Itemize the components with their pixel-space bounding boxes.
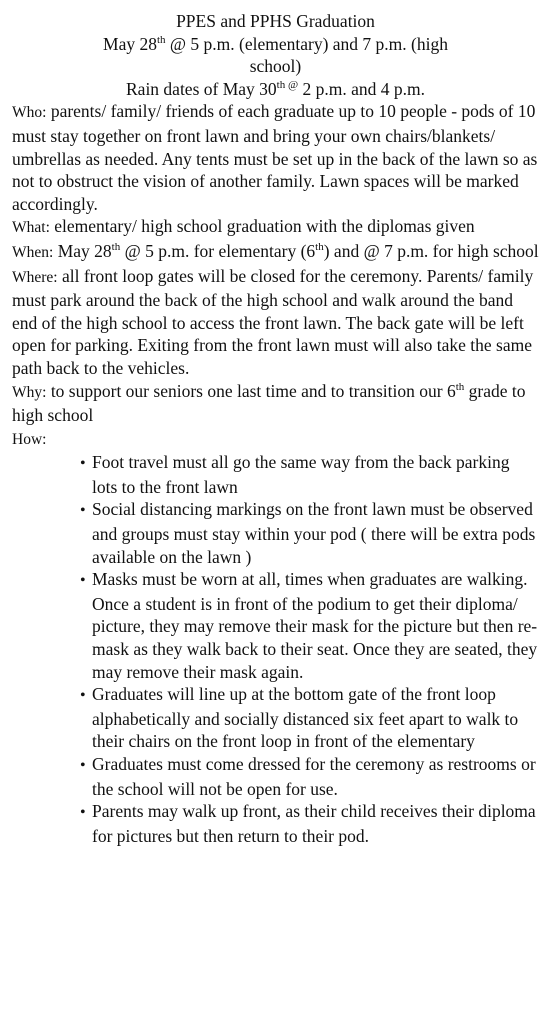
- where-section: [12, 265, 539, 380]
- where-label: Where:: [12, 268, 58, 286]
- when-section: [12, 240, 539, 265]
- list-item: [80, 753, 539, 800]
- event-date-line-2: school): [249, 56, 302, 77]
- when-text-2: @ 5 p.m. for elementary (6: [120, 240, 316, 261]
- event-date-prefix: May 28: [103, 33, 157, 54]
- when-ordinal-2: th: [315, 240, 324, 253]
- why-section: [12, 380, 539, 427]
- event-date-suffix: @ 5 p.m. (elementary) and 7 p.m. (high: [165, 33, 448, 54]
- what-section: [12, 215, 539, 240]
- list-item: [80, 683, 539, 753]
- how-label: How:: [12, 430, 47, 448]
- list-item: [80, 568, 539, 683]
- list-item-text: Parents may walk up front, as their child receives their diploma for pictures but then return to their pod.: [92, 801, 536, 846]
- page-title: PPES and PPHS Graduation: [176, 11, 375, 31]
- what-text: elementary/ high school graduation with the diplomas given: [49, 216, 475, 237]
- why-label: Why:: [12, 383, 47, 401]
- what-label: What:: [12, 219, 50, 237]
- bullet-icon: •: [80, 502, 86, 520]
- where-text: all front loop gates will be closed for the ceremony. Parents/ family must park around the back of the high school and walk around the band end of the high school to access the front lawn. The back gate will be left open for parking. Exiting from the front lawn must will also take the same path back to the vehicles.: [12, 265, 534, 378]
- how-list: [12, 451, 539, 847]
- bullet-icon: •: [80, 804, 86, 822]
- event-date-line: [12, 33, 539, 56]
- who-label: Who:: [12, 104, 47, 122]
- list-item-text: Graduates must come dressed for the ceremony as restrooms or the school will not be open for use.: [92, 754, 536, 799]
- rain-date-suffix: 2 p.m. and 4 p.m.: [298, 78, 425, 99]
- list-item: [80, 498, 539, 568]
- list-item: [80, 800, 539, 847]
- event-date-ordinal: th: [156, 33, 166, 46]
- list-item-text: Masks must be worn at all, times when graduates are walking. Once a student is in front of the podium to get their diploma/ picture, they may remove their mask for the picture but then re-mask as they walk back to their seat. Once they are seated, they may remove their mask again.: [92, 569, 538, 682]
- who-text: parents/ family/ friends of each graduate up to 10 people - pods of 10 must stay together on front lawn and bring your own chairs/blankets/ umbrellas as needed. Any tents must be set up in the back of the lawn so as not to obstruct the vision of another family. Lawn spaces will be marked accordingly.: [12, 101, 538, 214]
- rain-date-ordinal: th @: [276, 78, 299, 91]
- when-label: When:: [12, 243, 54, 261]
- how-section: [12, 427, 539, 452]
- why-text-1: to support our seniors one last time and to transition our 6: [46, 380, 456, 401]
- list-item-text: Graduates will line up at the bottom gate of the front loop alphabetically and socially distanced six feet apart to walk to their chairs on the front loop in front of the elementary: [92, 684, 519, 752]
- bullet-icon: •: [80, 455, 86, 473]
- bullet-icon: •: [80, 687, 86, 705]
- list-item: [80, 451, 539, 498]
- when-text-3: ) and @ 7 p.m. for high school: [323, 240, 539, 261]
- why-ordinal: th: [455, 380, 465, 393]
- bullet-icon: •: [80, 572, 86, 590]
- rain-date-prefix: Rain dates of May 30: [126, 78, 277, 99]
- rain-date-line: [12, 78, 539, 101]
- who-section: [12, 100, 539, 215]
- list-item-text: Social distancing markings on the front lawn must be observed and groups must stay within your pod ( there will be extra pods available on the lawn ): [92, 499, 536, 567]
- bullet-icon: •: [80, 757, 86, 774]
- why-text-2: grade to high school: [12, 380, 526, 426]
- header-block: [12, 10, 539, 100]
- list-item-text: Foot travel must all go the same way from the back parking lots to the front lawn: [92, 452, 510, 497]
- when-text-1: May 28: [53, 240, 112, 261]
- when-ordinal-1: th: [111, 240, 121, 253]
